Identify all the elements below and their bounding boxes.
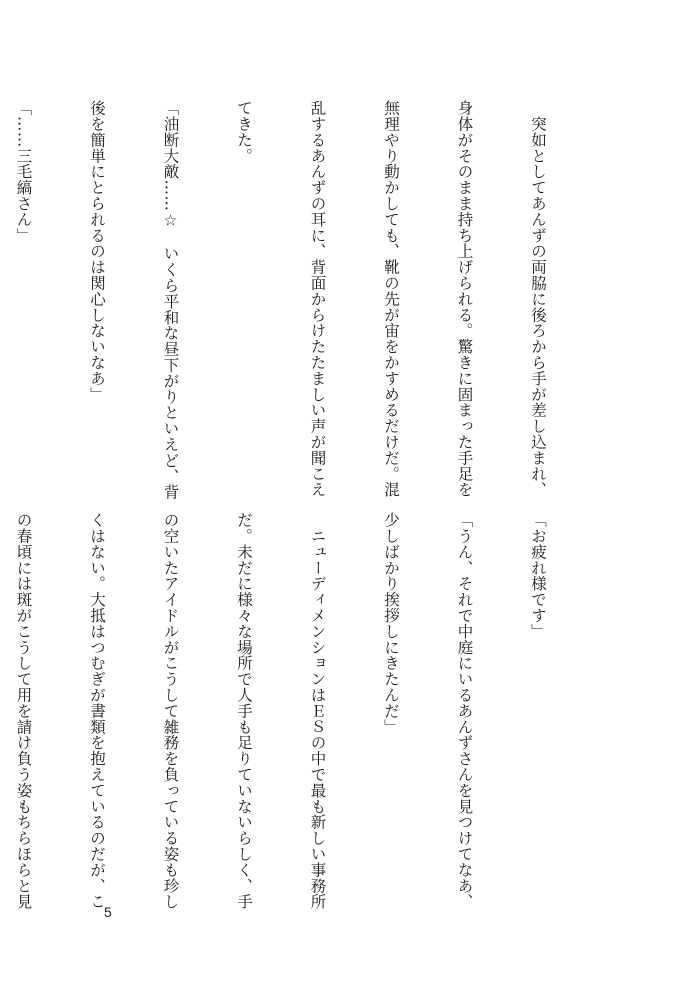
text-line: の空いたアイドルがこうして雑務を負っている姿も珍し — [161, 512, 180, 910]
text-line: 後を簡単にとられるのは関心しないなあ」 — [88, 100, 106, 403]
text-line: だ。未だに様々な場所で人手も足りていないらしく、手 — [235, 512, 253, 910]
text-line: ニューディメンションはＥＳの中で最も新しい事務所 — [308, 512, 327, 910]
text-line: てきた。 — [235, 100, 253, 164]
text-line: 「お疲れ様です」 — [529, 512, 547, 640]
text-line: 「……三毛縞さん」 — [14, 100, 33, 244]
text-block-bottom — [14, 512, 599, 910]
text-line: の春頃には斑がこうして用を請け負う姿もちらほらと見 — [14, 512, 33, 910]
text-line: くはない。大抵はつむぎが書類を抱えているのだが、こ — [88, 512, 106, 910]
text-line: 無理やり動かしても、靴の先が宙をかすめるだけだ。混 — [382, 100, 400, 498]
page-number: 5 — [104, 904, 112, 920]
text-block-top — [14, 100, 599, 500]
text-line: 「油断大敵……☆ いくら平和な昼下がりといえど、背 — [161, 100, 180, 500]
text-line: 突如としてあんずの両脇に後ろから手が差し込まれ、 — [529, 100, 547, 498]
text-line: 身体がそのまま持ち上げられる。驚きに固まった手足を — [455, 100, 474, 498]
text-line: 「うん、それで中庭にいるあんずさんを見つけてなあ、 — [455, 512, 474, 910]
text-line: 乱するあんずの耳に、背面からけたたましい声が聞こえ — [308, 100, 327, 498]
text-line: 少しばかり挨拶しにきたんだ」 — [382, 512, 400, 735]
